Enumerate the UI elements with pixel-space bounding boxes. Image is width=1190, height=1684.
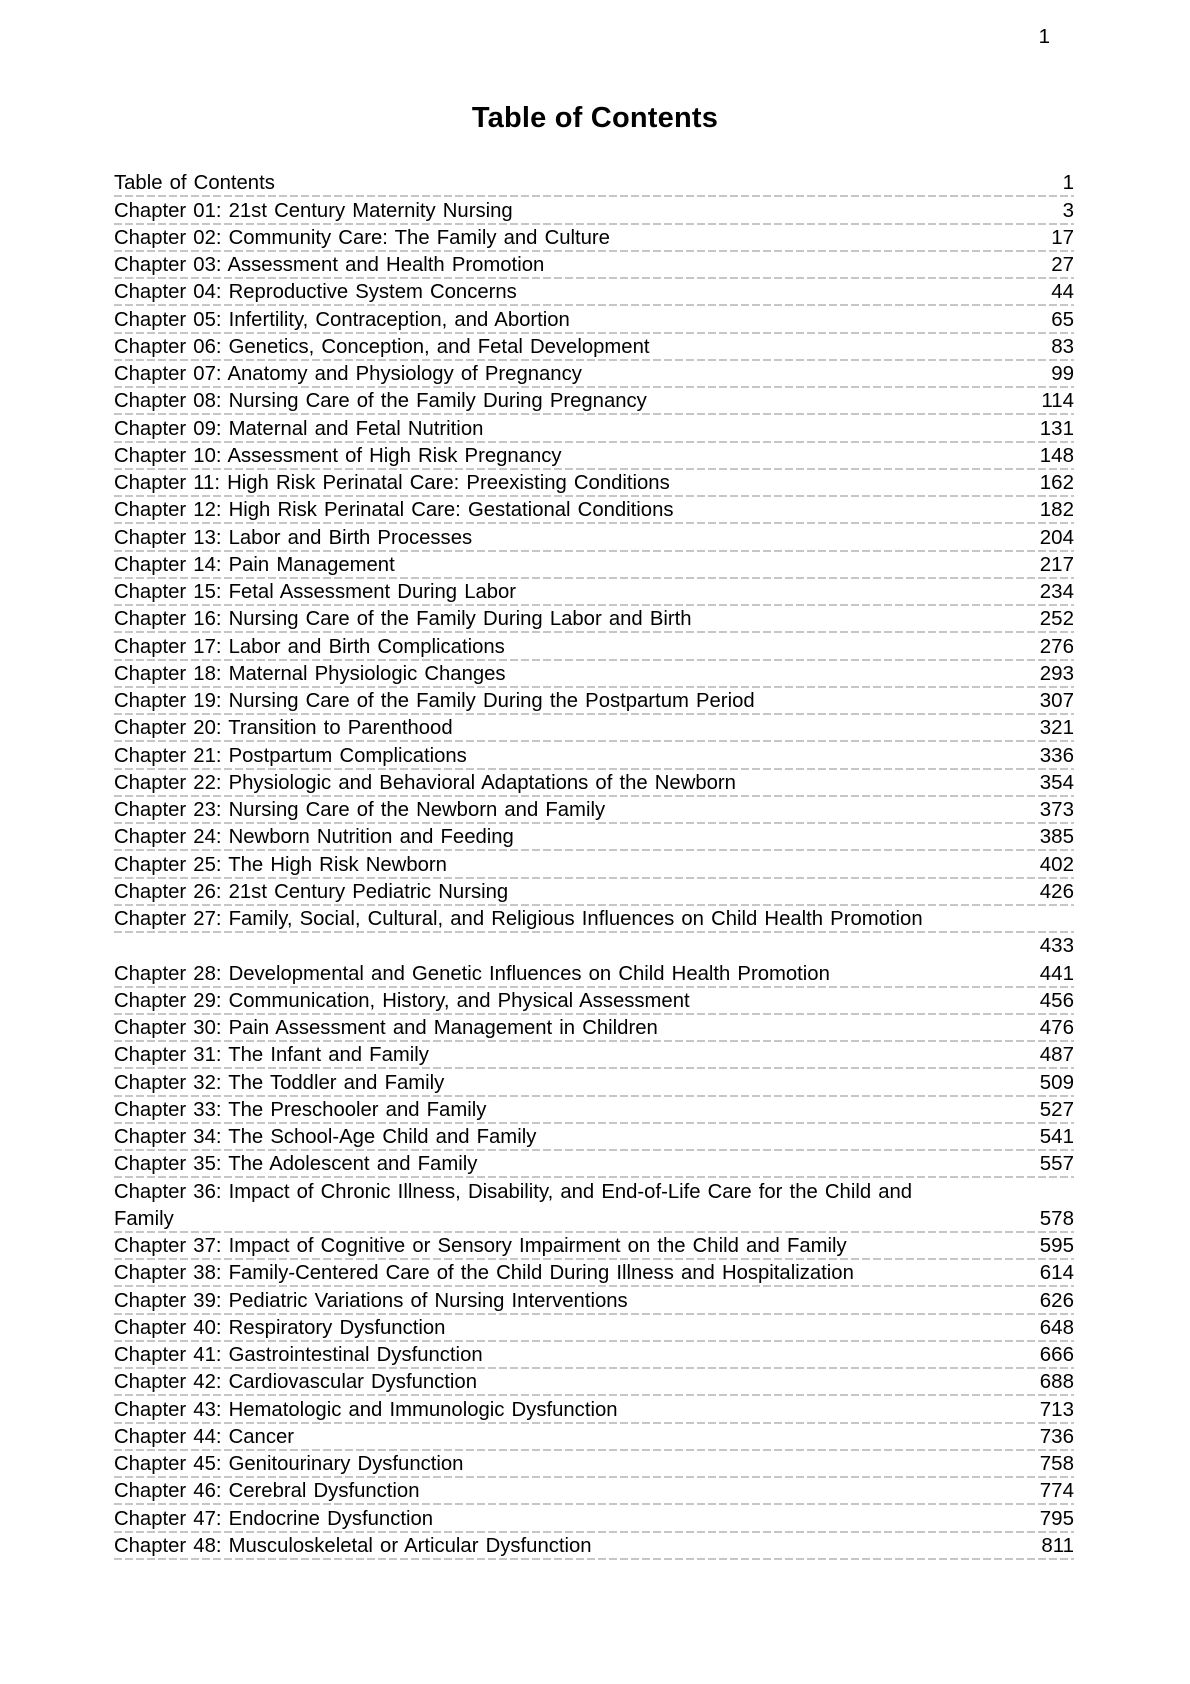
toc-entry-page-number: 713 (1039, 1397, 1074, 1421)
toc-row (114, 443, 1074, 470)
toc-entry-page-number: 234 (1039, 580, 1074, 603)
toc-entry-label: Chapter 29: Communication, History, and Physical Assessment (114, 989, 690, 1012)
toc-row (114, 824, 1074, 851)
toc-row (114, 197, 1074, 224)
toc-entry-page-number: 626 (1039, 1288, 1074, 1312)
toc-row (114, 1097, 1074, 1124)
toc-entry-label: Chapter 03: Assessment and Health Promotion (114, 254, 545, 276)
toc-entry-page-number: 3 (1062, 198, 1074, 222)
toc-row (114, 497, 1074, 524)
toc-entry-label: Chapter 32: The Toddler and Family (114, 1071, 445, 1094)
toc-row (114, 334, 1074, 361)
toc-row (114, 1178, 1074, 1205)
toc-entry-label: Chapter 39: Pediatric Variations of Nursing Interventions (114, 1289, 628, 1312)
toc-entry-label: Chapter 21: Postpartum Complications (114, 744, 467, 767)
toc-entry-page-number: 182 (1039, 498, 1074, 522)
toc-row (114, 1015, 1074, 1042)
toc-entry-page-number: 17 (1051, 225, 1074, 249)
toc-row (114, 633, 1074, 660)
toc-entry-label: Chapter 22: Physiologic and Behavioral Adaptations of the Newborn (114, 771, 736, 794)
toc-row (114, 1396, 1074, 1423)
toc-entry-page-number: 758 (1039, 1452, 1074, 1475)
toc-row (114, 851, 1074, 878)
toc-row (114, 797, 1074, 824)
toc-entry-page-number: 402 (1039, 852, 1074, 876)
toc-entry-label: Chapter 37: Impact of Cognitive or Sensory Impairment on the Child and Family (114, 1235, 847, 1257)
toc-entry-label: Chapter 27: Family, Social, Cultural, and Religious Influences on Child Health Promotion (114, 908, 923, 930)
toc-entry-page-number: 736 (1039, 1424, 1074, 1448)
toc-entry-page-number: 131 (1039, 416, 1074, 440)
toc-entry-page-number: 578 (1039, 1206, 1074, 1230)
toc-entry-page-number: 595 (1039, 1234, 1074, 1257)
toc-entry-page-number: 666 (1039, 1343, 1074, 1366)
toc-row (114, 688, 1074, 715)
toc-entry-page-number: 557 (1039, 1152, 1074, 1176)
toc-row (114, 988, 1074, 1015)
toc-entry-label: Chapter 28: Developmental and Genetic Influences on Child Health Promotion (114, 962, 830, 985)
toc-entry-label: Chapter 38: Family-Centered Care of the Child During Illness and Hospitalization (114, 1262, 854, 1285)
toc-row (114, 606, 1074, 633)
toc-row (114, 579, 1074, 606)
toc-entry-label: Chapter 01: 21st Century Maternity Nursing (114, 199, 513, 222)
toc-row (114, 388, 1074, 415)
toc-entry-label: Chapter 26: 21st Century Pediatric Nursing (114, 880, 509, 903)
toc-entry-label: Chapter 19: Nursing Care of the Family During the Postpartum Period (114, 690, 755, 712)
toc-entry-page-number: 527 (1039, 1097, 1074, 1121)
toc-row (114, 770, 1074, 797)
toc-entry-label: Chapter 11: High Risk Perinatal Care: Preexisting Conditions (114, 472, 670, 494)
toc-entry-page-number: 487 (1039, 1043, 1074, 1067)
toc-entry-page-number: 433 (1039, 934, 1074, 958)
toc-entry-page-number: 65 (1051, 307, 1074, 331)
toc-entry-label: Chapter 25: The High Risk Newborn (114, 853, 447, 876)
toc-entry-page-number: 114 (1041, 389, 1074, 413)
toc-entry-label: Chapter 40: Respiratory Dysfunction (114, 1316, 446, 1339)
toc-row (114, 742, 1074, 769)
toc-entry-label: Chapter 02: Community Care: The Family and Culture (114, 226, 610, 249)
toc-entry-page-number: 99 (1051, 362, 1074, 385)
toc-row (114, 1151, 1074, 1178)
toc-row (114, 1451, 1074, 1478)
toc-entry-label: Chapter 43: Hematologic and Immunologic Dysfunction (114, 1398, 618, 1421)
toc-entry-page-number: 614 (1039, 1261, 1074, 1285)
table-of-contents-list (114, 170, 1074, 1560)
toc-entry-label: Chapter 47: Endocrine Dysfunction (114, 1507, 434, 1530)
toc-entry-page-number: 811 (1041, 1533, 1074, 1557)
toc-entry-label: Chapter 08: Nursing Care of the Family During Pregnancy (114, 390, 647, 413)
toc-row (114, 1042, 1074, 1069)
toc-row (114, 1533, 1074, 1560)
toc-entry-page-number: 441 (1039, 961, 1074, 985)
toc-entry-label: Chapter 05: Infertility, Contraception, and Abortion (114, 308, 570, 331)
toc-row (114, 1233, 1074, 1260)
toc-entry-page-number: 456 (1039, 988, 1074, 1012)
toc-row (114, 1260, 1074, 1287)
toc-entry-page-number: 83 (1051, 334, 1074, 358)
toc-entry-label: Chapter 45: Genitourinary Dysfunction (114, 1453, 464, 1475)
toc-row (114, 1478, 1074, 1505)
toc-row (114, 470, 1074, 497)
toc-row (114, 661, 1074, 688)
toc-entry-label: Chapter 10: Assessment of High Risk Pregnancy (114, 444, 562, 467)
page-title: Table of Contents (471, 102, 719, 134)
toc-entry-page-number: 426 (1039, 879, 1074, 903)
toc-row (114, 1069, 1074, 1096)
toc-entry-label: Chapter 41: Gastrointestinal Dysfunction (114, 1344, 483, 1366)
toc-entry-label: Chapter 44: Cancer (114, 1425, 294, 1448)
toc-entry-label: Chapter 20: Transition to Parenthood (114, 717, 453, 740)
toc-entry-label: Chapter 33: The Preschooler and Family (114, 1098, 487, 1121)
toc-row (114, 715, 1074, 742)
toc-entry-label: Chapter 34: The School-Age Child and Family (114, 1126, 537, 1148)
toc-entry-label: Chapter 46: Cerebral Dysfunction (114, 1480, 420, 1503)
toc-row (114, 415, 1074, 442)
toc-entry-page-number: 476 (1039, 1016, 1074, 1039)
toc-row (114, 879, 1074, 906)
toc-entry-page-number: 648 (1039, 1315, 1074, 1339)
toc-entry-label: Chapter 09: Maternal and Fetal Nutrition (114, 417, 484, 440)
toc-entry-label: Chapter 15: Fetal Assessment During Labor (114, 581, 517, 603)
toc-row (114, 361, 1074, 388)
corner-page-number: 1 (1038, 25, 1050, 48)
toc-entry-label: Chapter 24: Newborn Nutrition and Feeding (114, 826, 514, 849)
toc-row (114, 524, 1074, 551)
toc-entry-page-number: 541 (1039, 1125, 1074, 1148)
toc-row (114, 1315, 1074, 1342)
toc-row (114, 1424, 1074, 1451)
toc-entry-label: Table of Contents (114, 172, 275, 195)
toc-entry-label: Chapter 42: Cardiovascular Dysfunction (114, 1371, 477, 1394)
toc-row (114, 1287, 1074, 1314)
toc-row (114, 1342, 1074, 1369)
toc-entry-label: Chapter 30: Pain Assessment and Management in Children (114, 1017, 658, 1039)
toc-row (114, 306, 1074, 333)
toc-entry-page-number: 204 (1039, 525, 1074, 549)
toc-entry-page-number: 385 (1039, 825, 1074, 849)
toc-row (114, 1206, 1074, 1233)
toc-entry-label: Chapter 31: The Infant and Family (114, 1044, 429, 1067)
toc-entry-label: Chapter 16: Nursing Care of the Family During Labor and Birth (114, 608, 692, 631)
toc-entry-label: Chapter 18: Maternal Physiologic Changes (114, 662, 506, 685)
toc-entry-page-number: 276 (1039, 634, 1074, 658)
toc-row (114, 279, 1074, 306)
toc-entry-page-number: 509 (1039, 1070, 1074, 1094)
toc-row (114, 1505, 1074, 1532)
toc-entry-label: Family (114, 1207, 174, 1230)
toc-entry-page-number: 354 (1039, 770, 1074, 794)
toc-entry-label: Chapter 36: Impact of Chronic Illness, Disability, and End-of-Life Care for the Child and (114, 1180, 913, 1203)
toc-entry-page-number: 321 (1039, 716, 1074, 740)
toc-row (114, 225, 1074, 252)
toc-row (114, 170, 1074, 197)
toc-row (114, 933, 1074, 960)
toc-entry-label: Chapter 17: Labor and Birth Complications (114, 635, 505, 658)
toc-entry-label: Chapter 48: Musculoskeletal or Articular Dysfunction (114, 1534, 592, 1557)
toc-row (114, 552, 1074, 579)
toc-entry-page-number: 795 (1039, 1506, 1074, 1530)
toc-entry-page-number: 44 (1051, 280, 1074, 304)
toc-entry-page-number: 148 (1039, 443, 1074, 467)
toc-entry-page-number: 217 (1039, 552, 1074, 576)
toc-entry-label: Chapter 12: High Risk Perinatal Care: Gestational Conditions (114, 499, 674, 522)
toc-entry-page-number: 27 (1051, 253, 1074, 276)
toc-entry-page-number: 293 (1039, 661, 1074, 685)
toc-entry-page-number: 688 (1039, 1370, 1074, 1394)
toc-entry-label: Chapter 06: Genetics, Conception, and Fetal Development (114, 335, 650, 358)
toc-entry-page-number: 373 (1039, 798, 1074, 821)
toc-entry-page-number: 307 (1039, 689, 1074, 712)
toc-entry-label: Chapter 35: The Adolescent and Family (114, 1153, 478, 1176)
toc-row (114, 960, 1074, 987)
toc-entry-page-number: 774 (1039, 1479, 1074, 1503)
toc-entry-label: Chapter 07: Anatomy and Physiology of Pregnancy (114, 363, 582, 385)
toc-entry-page-number: 1 (1062, 171, 1074, 195)
toc-entry-label: Chapter 14: Pain Management (114, 553, 395, 576)
toc-row (114, 252, 1074, 279)
toc-entry-page-number: 162 (1039, 471, 1074, 494)
toc-entry-label: Chapter 04: Reproductive System Concerns (114, 281, 517, 304)
toc-row (114, 906, 1074, 933)
toc-entry-label: Chapter 13: Labor and Birth Processes (114, 526, 473, 549)
toc-entry-label: Chapter 23: Nursing Care of the Newborn and Family (114, 799, 606, 821)
toc-entry-page-number: 252 (1039, 607, 1074, 631)
toc-entry-page-number: 336 (1039, 743, 1074, 767)
toc-row (114, 1124, 1074, 1151)
toc-row (114, 1369, 1074, 1396)
